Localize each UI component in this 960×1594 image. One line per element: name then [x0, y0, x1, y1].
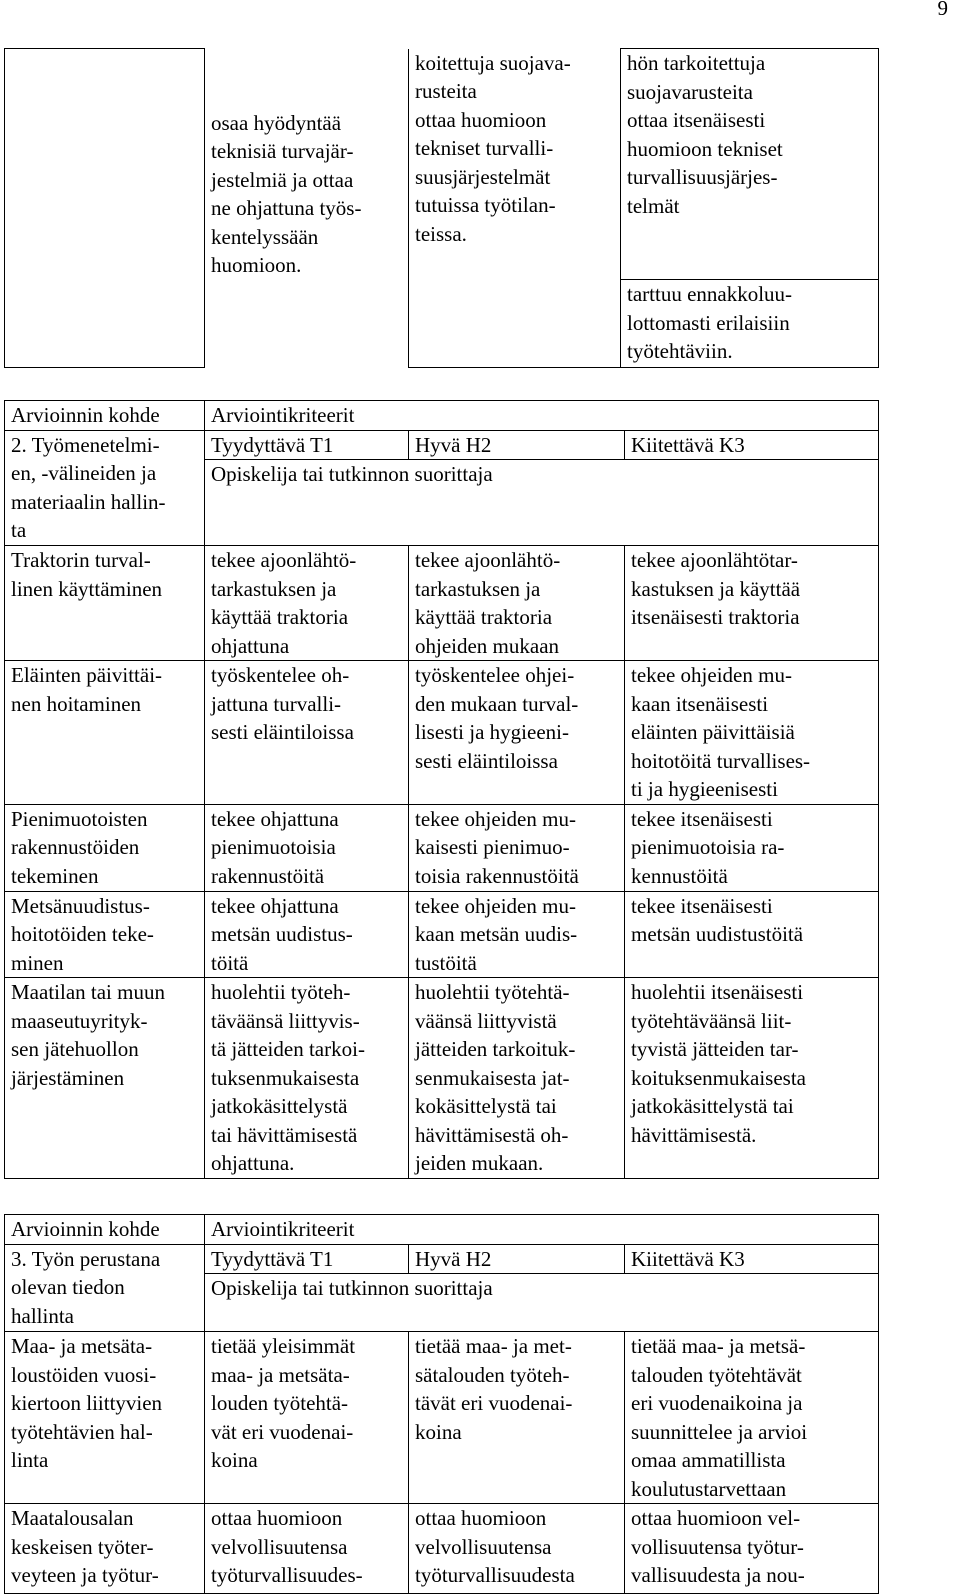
header-assessment-criteria: Arviointikriteerit [205, 1215, 879, 1245]
topic-cell: Maatalousalan keskeisen työter- veyteen ja työtur- [5, 1504, 205, 1594]
t1-criteria-cell: työskentelee oh- jattuna turvalli- sesti eläintiloissa [205, 661, 409, 805]
t1-criteria-cell-empty [205, 280, 409, 368]
topic-cell: Maatilan tai muun maaseutuyrityk- sen jätehuollon järjestäminen [5, 978, 205, 1179]
k3-criteria-cell: tekee ohjeiden mu- kaan itsenäisesti eläinten päivittäisiä hoitotöitä turvallises- ti ja hygieenisesti [625, 661, 879, 805]
t1-criteria-cell: tietää yleisimmät maa- ja metsäta- louden työtehtä- vät eri vuodenai- koina [205, 1332, 409, 1504]
t1-criteria-cell: tekee ajoonlähtö- tarkastuksen ja käyttää traktoria ohjattuna [205, 546, 409, 661]
level-h2: Hyvä H2 [409, 1244, 625, 1274]
level-h2: Hyvä H2 [409, 430, 625, 460]
h2-criteria-cell: tekee ohjeiden mu- kaan metsän uudis- tustöitä [409, 891, 625, 978]
k3-criteria-cell: tekee itsenäisesti pienimuotoisia ra- kennustöitä [625, 804, 879, 891]
k3-criteria-cell: huolehtii itsenäisesti työtehtäväänsä liit- tyvistä jätteiden tar- koituksenmukaisesta jatkokäsittelystä tai hävittämisestä. [625, 978, 879, 1179]
header-assessment-target: Arvioinnin kohde [5, 401, 205, 431]
level-t1: Tyydyttävä T1 [205, 1244, 409, 1274]
header-assessment-criteria: Arviointikriteerit [205, 401, 879, 431]
section-title: 3. Työn perustana olevan tiedon hallinta [5, 1244, 205, 1332]
page-number: 9 [937, 0, 948, 20]
subject-label: Opiskelija tai tutkinnon suorittaja [205, 1274, 879, 1332]
topic-cell-empty [5, 49, 205, 368]
topic-cell: Eläinten päivittäi- nen hoitaminen [5, 661, 205, 805]
k3-criteria-cell-2: tarttuu ennakkoluu- lottomasti erilaisiin työtehtäviin. [621, 280, 879, 368]
criteria-table-continued [4, 48, 879, 368]
topic-cell: Traktorin turval- linen käyttäminen [5, 546, 205, 661]
criteria-table-section-2 [4, 400, 879, 1179]
h2-criteria-cell: tekee ajoonlähtö- tarkastuksen ja käyttää traktoria ohjeiden mukaan [409, 546, 625, 661]
section-title: 2. Työmenetelmi- en, -välineiden ja materiaalin hallin- ta [5, 430, 205, 546]
h2-criteria-cell: työskentelee ohjei- den mukaan turval- lisesti ja hygieeni- sesti eläintiloissa [409, 661, 625, 805]
t1-criteria-cell: tekee ohjattuna metsän uudistus- töitä [205, 891, 409, 978]
topic-cell: Maa- ja metsäta- loustöiden vuosi- kiertoon liittyvien työtehtävien hal- linta [5, 1332, 205, 1504]
criteria-table-section-3 [4, 1214, 879, 1594]
t1-criteria-cell: osaa hyödyntää teknisiä turvajär- jestelmiä ja ottaa ne ohjattuna työs- kentelyssään huomioon. [211, 110, 362, 277]
t1-criteria-cell: tekee ohjattuna pienimuotoisia rakennustöitä [205, 804, 409, 891]
h2-criteria-cell: tekee ohjeiden mu- kaisesti pienimuo- toisia rakennustöitä [409, 804, 625, 891]
topic-cell: Pienimuotoisten rakennustöiden tekeminen [5, 804, 205, 891]
k3-criteria-cell: tietää maa- ja metsä- talouden työtehtävät eri vuodenaikoina ja suunnittelee ja arvioi omaa ammatillista koulutustarvettaan [625, 1332, 879, 1504]
h2-criteria-cell: koitettuja suojava- rusteita ottaa huomioon tekniset turvalli- suusjärjestelmät tutuissa työtilan- teissa. [409, 49, 621, 368]
k3-criteria-cell: tekee itsenäisesti metsän uudistustöitä [625, 891, 879, 978]
topic-cell: Metsänuudistus- hoitotöiden teke- minen [5, 891, 205, 978]
level-t1: Tyydyttävä T1 [205, 430, 409, 460]
header-assessment-target: Arvioinnin kohde [5, 1215, 205, 1245]
h2-criteria-cell: tietää maa- ja met- sätalouden työteh- tävät eri vuodenai- koina [409, 1332, 625, 1504]
t1-criteria-cell: ottaa huomioon velvollisuutensa työturvallisuudes- [205, 1504, 409, 1594]
level-k3: Kiitettävä K3 [625, 1244, 879, 1274]
k3-criteria-cell: hön tarkoitettuja suojavarusteita ottaa itsenäisesti huomioon tekniset turvallisuusjärjes- telmät [621, 49, 879, 280]
h2-criteria-cell: huolehtii työtehtä- väänsä liittyvistä jätteiden tarkoituk- senmukaisesta jat- kokäsittelystä tai hävittämisestä oh- jeiden mukaan. [409, 978, 625, 1179]
k3-criteria-cell: tekee ajoonlähtötar- kastuksen ja käyttää itsenäisesti traktoria [625, 546, 879, 661]
subject-label: Opiskelija tai tutkinnon suorittaja [205, 460, 879, 546]
h2-criteria-cell: ottaa huomioon velvollisuutensa työturvallisuudesta [409, 1504, 625, 1594]
t1-criteria-cell: huolehtii työteh- täväänsä liittyvis- tä jätteiden tarkoi- tuksenmukaisesta jatkokäsittelystä tai hävittämisestä ohjattuna. [205, 978, 409, 1179]
k3-criteria-cell: ottaa huomioon vel- vollisuutensa työtur- vallisuudesta ja nou- [625, 1504, 879, 1594]
level-k3: Kiitettävä K3 [625, 430, 879, 460]
